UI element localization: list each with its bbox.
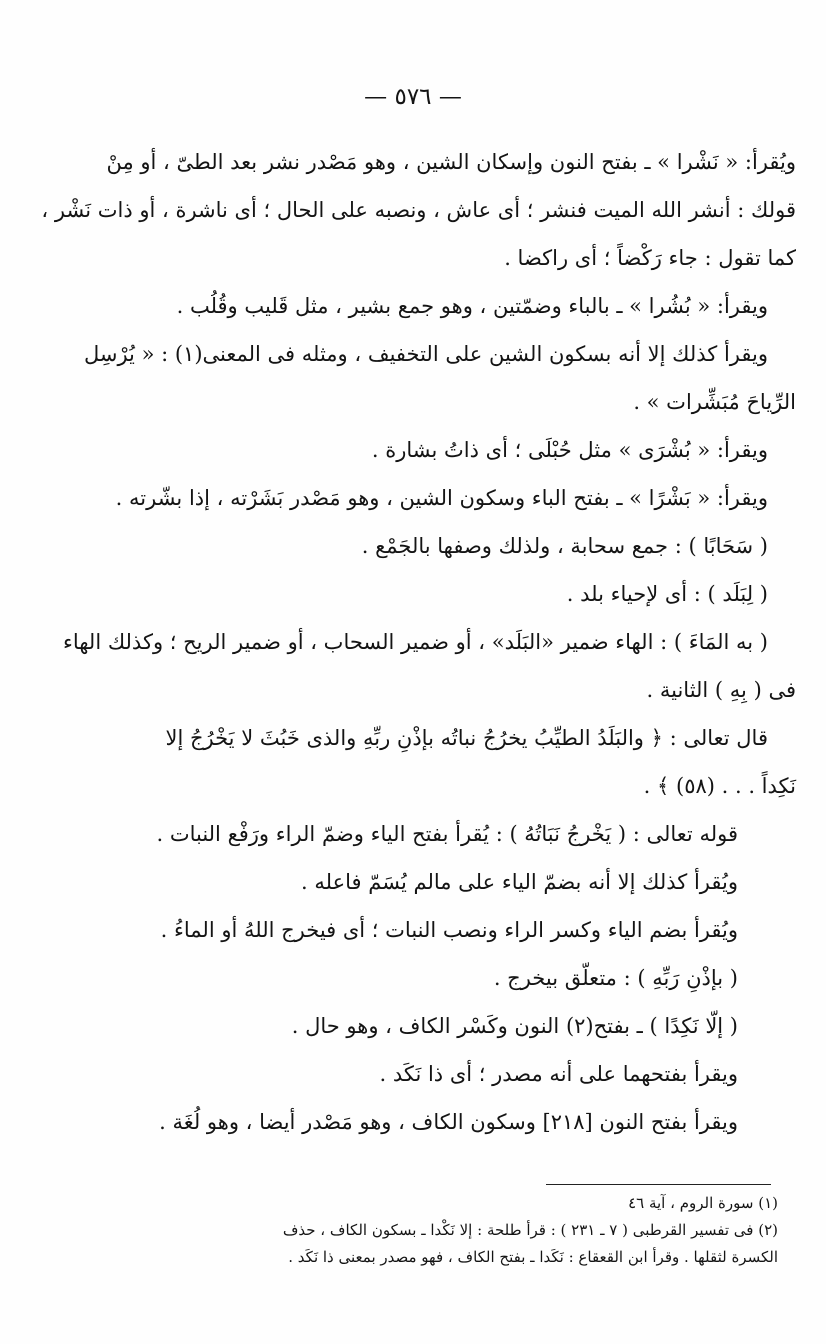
quran-verse-line: نَكِداً . . . (٥٨) ﴾ . (643, 774, 796, 798)
paragraph-line: قولك : أنشر الله الميت فنشر ؛ أى عاش ، ونصبه على الحال ؛ أى ناشرة ، أو ذات نَشْر ، (41, 198, 796, 222)
paragraph-line: ( لِبَلَد ) : أى لإحياء بلد . (566, 582, 768, 606)
page-number: — ٥٧٦ — (364, 84, 462, 110)
paragraph-line: ويقرأ بفتح النون [٢١٨] وسكون الكاف ، وهو مَصْدر أيضا ، وهو لُغَة . (159, 1110, 738, 1134)
footnote-divider (546, 1184, 771, 1185)
paragraph-line: ويقرأ بفتحهما على أنه مصدر ؛ أى ذا نَكَد . (379, 1062, 738, 1086)
paragraph-line: قوله تعالى : ( يَخْرجُ نَبَاتُهُ ) : يُقرأ بفتح الياء وضمّ الراء ورَفْع النبات . (156, 822, 738, 846)
paragraph-line: ويُقرأ بضم الياء وكسر الراء ونصب النبات ؛ أى فيخرج اللهُ أو الماءُ . (160, 918, 738, 942)
main-text (30, 138, 796, 1146)
footnote-line: الكسرة لثقلها . وقرأ ابن القعقاع : نَكَدا ـ بفتح الكاف ، فهو مصدر بمعنى ذا نَكَد . (288, 1248, 778, 1266)
paragraph-line: ( به المَاءَ ) : الهاء ضمير «البَلَد» ، أو ضمير السحاب ، أو ضمير الريح ؛ وكذلك الهاء (62, 630, 768, 654)
paragraph-line: ويُقرأ: « نَشْرا » ـ بفتح النون وإسكان الشين ، وهو مَصْدر نشر بعد الطىّ ، أو مِنْ (106, 150, 796, 174)
paragraph-line: ويقرأ: « بُشُرا » ـ بالباء وضمّتين ، وهو جمع بشير ، مثل قَليب وقُلُب . (176, 294, 768, 318)
footnote-line: (٢) فى تفسير القرطبى ( ٧ ـ ٢٣١ ) : قرأ طلحة : إلا نَكْدا ـ بسكون الكاف ، حذف (282, 1221, 778, 1239)
footnote-line: (١) سورة الروم ، آية ٤٦ (628, 1194, 778, 1212)
paragraph-line: الرِّياحَ مُبَشِّرات » . (633, 390, 796, 414)
footnotes (48, 1190, 778, 1271)
paragraph-line: كما تقول : جاء رَكْضاً ؛ أى راكضا . (504, 246, 796, 270)
paragraph-line: ويقرأ كذلك إلا أنه بسكون الشين على التخفيف ، ومثله فى المعنى(١) : « يُرْسِل (83, 342, 768, 366)
paragraph-line: ويُقرأ كذلك إلا أنه بضمّ الياء على مالم يُسَمّ فاعله . (301, 870, 738, 894)
paragraph-line: ( سَحَابًا ) : جمع سحابة ، ولذلك وصفها بالجَمْع . (361, 534, 768, 558)
paragraph-line: ويقرأ: « بُشْرَى » مثل حُبْلَى ؛ أى ذاتُ بشارة . (371, 438, 768, 462)
paragraph-line: ويقرأ: « بَشْرًا » ـ بفتح الباء وسكون الشين ، وهو مَصْدر بَشَرْته ، إذا بشّرته . (115, 486, 768, 510)
paragraph-line: ( إلّا نَكِدًا ) ـ بفتح(٢) النون وكَسْر الكاف ، وهو حال . (291, 1014, 738, 1038)
paragraph-line: ( بإذْنِ رَبِّهِ ) : متعلّق بيخرج . (493, 966, 738, 990)
quran-verse-line: قال تعالى : ﴿ والبَلَدُ الطيِّبُ يخرُجُ نباتُه بإذْنِ ربِّهِ والذى خَبُثَ لا يَخْرُجُ إلا (165, 726, 768, 750)
paragraph-line: فى ( بِهِ ) الثانية . (646, 678, 796, 702)
